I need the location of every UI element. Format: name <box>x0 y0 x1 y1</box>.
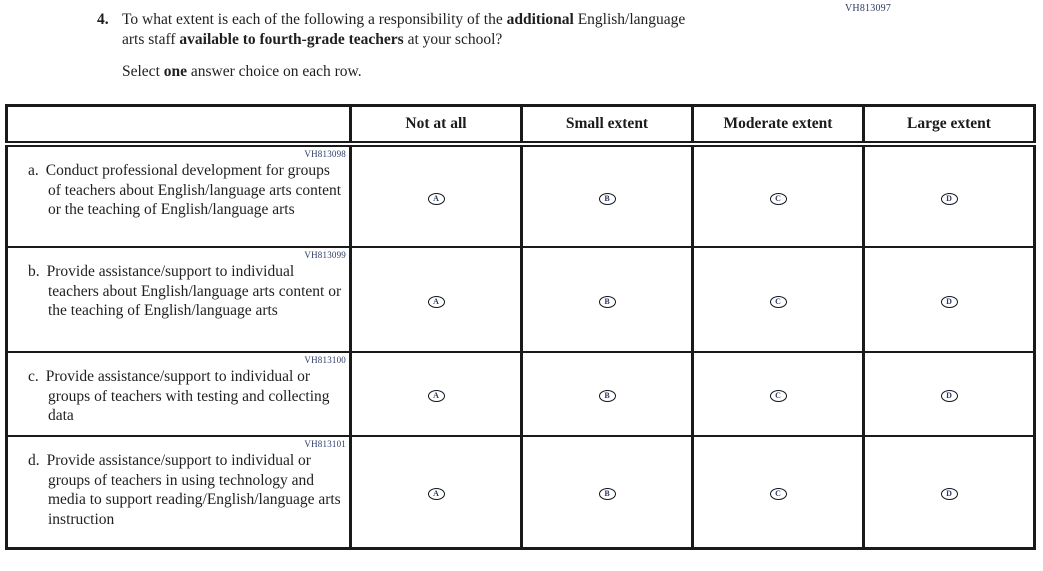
question-bold-part: available to fourth-grade teachers <box>179 30 404 48</box>
instruction-text <box>97 62 687 82</box>
answer-cell <box>351 436 522 548</box>
answer-cell <box>351 144 522 247</box>
row-item-code: VH813100 <box>304 355 346 365</box>
row-stub-cell <box>7 436 351 548</box>
question-bold-part: additional <box>506 11 574 28</box>
answer-cell <box>351 247 522 352</box>
row-item-text <box>8 450 349 536</box>
table-row-c <box>7 352 1035 436</box>
row-item-letter: a. <box>28 162 39 179</box>
question-text <box>97 10 687 49</box>
answer-bubble-d[interactable]: D <box>941 193 958 205</box>
column-header-not-at-all: Not at all <box>351 106 522 145</box>
row-item-text <box>8 366 349 433</box>
row-item-letter: c. <box>28 368 39 385</box>
column-header-large-extent: Large extent <box>864 106 1035 145</box>
row-item-letter: d. <box>28 452 40 469</box>
answer-bubble-d[interactable]: D <box>941 488 958 500</box>
row-item-text <box>8 160 349 227</box>
answer-bubble-b[interactable]: B <box>599 193 616 205</box>
answer-cell <box>693 436 864 548</box>
row-stub-cell <box>7 352 351 436</box>
row-item-code: VH813098 <box>304 149 346 159</box>
stub-header-cell <box>7 106 351 145</box>
column-header-moderate-extent: Moderate extent <box>693 106 864 145</box>
answer-cell <box>522 144 693 247</box>
row-item-code: VH813101 <box>304 439 346 449</box>
question-block <box>97 10 687 82</box>
row-item-text <box>8 261 349 328</box>
answer-bubble-b[interactable]: B <box>599 488 616 500</box>
row-item-letter: b. <box>28 263 40 280</box>
table-row-d <box>7 436 1035 548</box>
answer-bubble-d[interactable]: D <box>941 390 958 402</box>
answer-cell <box>864 436 1035 548</box>
answer-cell <box>522 436 693 548</box>
instruction-part: Select <box>122 63 164 80</box>
question-part: at your school? <box>403 30 503 48</box>
answer-cell <box>693 247 864 352</box>
answer-bubble-b[interactable]: B <box>599 390 616 402</box>
row-item-label: Provide assistance/support to individual or groups of teachers with testing and collecting data <box>45 368 330 424</box>
row-item-label: Provide assistance/support to individual teachers about English/language arts content or the teaching of English/language arts <box>46 263 342 319</box>
question-number: 4. <box>97 11 109 28</box>
answer-cell <box>522 352 693 436</box>
row-stub-cell <box>7 247 351 352</box>
row-stub-cell <box>7 144 351 247</box>
answer-bubble-a[interactable]: A <box>428 193 445 205</box>
row-item-label: Provide assistance/support to individual or groups of teachers in using technology and media to support reading/English/language arts instruction <box>46 452 341 528</box>
answer-cell <box>522 247 693 352</box>
answer-bubble-a[interactable]: A <box>428 488 445 500</box>
column-header-small-extent: Small extent <box>522 106 693 145</box>
response-matrix-table <box>5 104 1036 550</box>
answer-bubble-c[interactable]: C <box>770 390 787 402</box>
table-row-b <box>7 247 1035 352</box>
answer-cell <box>693 352 864 436</box>
instruction-bold-part: one <box>163 63 187 80</box>
table-row-a <box>7 144 1035 247</box>
answer-cell <box>864 247 1035 352</box>
answer-bubble-c[interactable]: C <box>770 488 787 500</box>
row-item-label: Conduct professional development for groups of teachers about English/language arts content or the teaching of English/language arts <box>45 162 342 218</box>
answer-cell <box>693 144 864 247</box>
answer-bubble-c[interactable]: C <box>770 193 787 205</box>
form-item-code: VH813097 <box>845 3 892 14</box>
row-item-code: VH813099 <box>304 250 346 260</box>
answer-bubble-a[interactable]: A <box>428 296 445 308</box>
instruction-part: answer choice on each row. <box>187 63 362 80</box>
answer-cell <box>864 144 1035 247</box>
question-part: English/language arts staff <box>122 11 686 48</box>
answer-cell <box>864 352 1035 436</box>
question-part: To what extent is each of the following a responsibility of the <box>122 11 507 28</box>
answer-bubble-a[interactable]: A <box>428 390 445 402</box>
answer-bubble-d[interactable]: D <box>941 296 958 308</box>
answer-bubble-b[interactable]: B <box>599 296 616 308</box>
answer-cell <box>351 352 522 436</box>
answer-bubble-c[interactable]: C <box>770 296 787 308</box>
header-row <box>7 106 1035 145</box>
